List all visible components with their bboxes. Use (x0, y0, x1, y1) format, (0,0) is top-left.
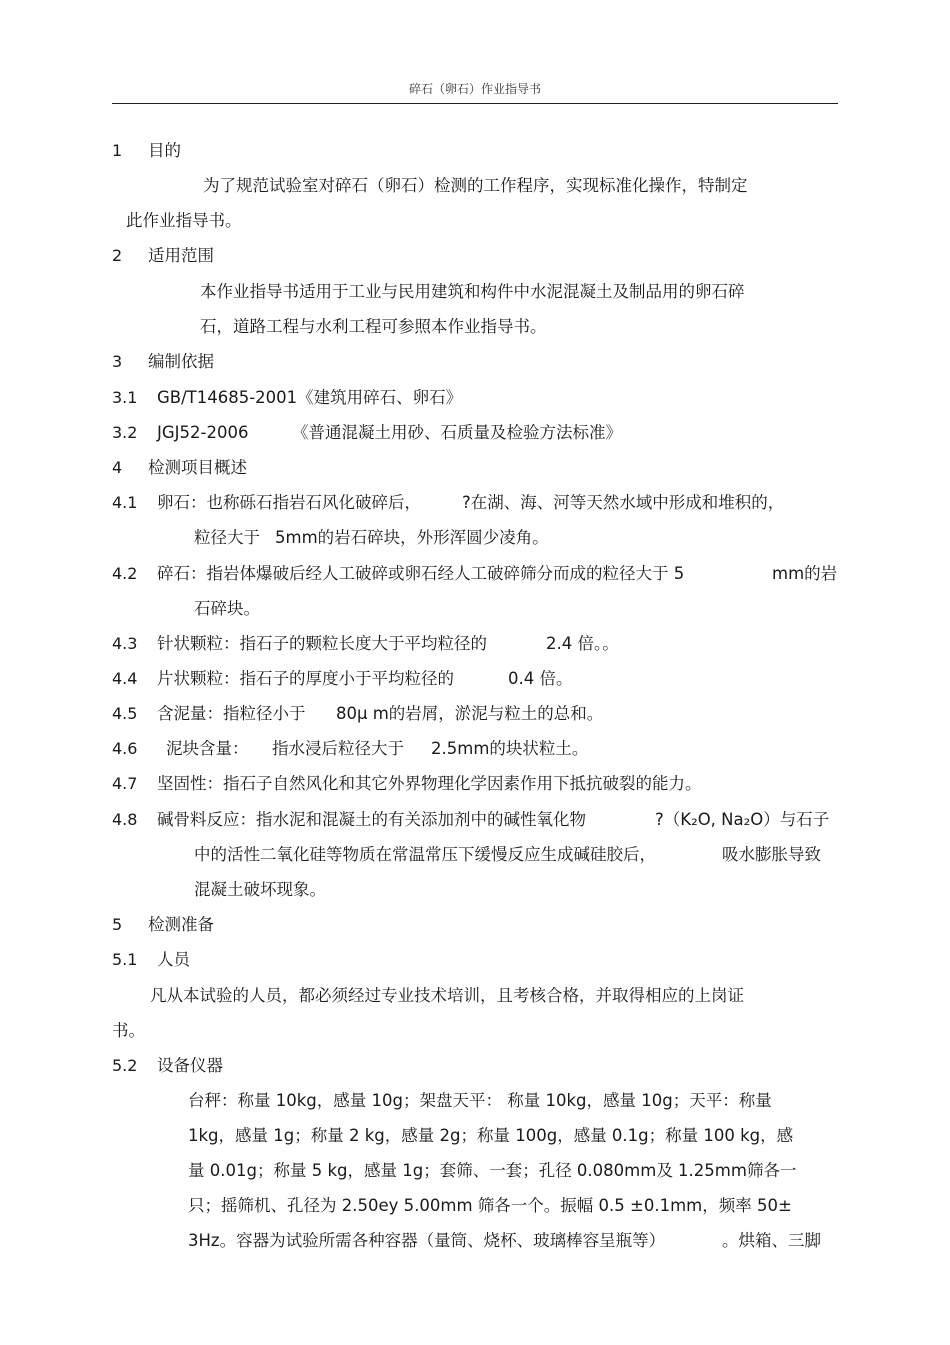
equipment-line-3: 量 0.01g；称量 5 kg，感量 1g；套筛、一套；孔径 0.080mm及 1.25mm筛各一 (188, 1161, 797, 1180)
header-rule (112, 103, 838, 104)
section-4-number: 4 (112, 458, 123, 477)
section-5-1-number: 5.1 (112, 950, 138, 969)
section-3-1-number: 3.1 (112, 388, 138, 407)
section-5-2-title: 设备仪器 (157, 1056, 223, 1075)
section-4-3-number: 4.3 (112, 634, 138, 653)
section-4-4-text-a: 片状颗粒：指石子的厚度小于平均粒径的 (157, 669, 454, 688)
section-5-1-paragraph-line1: 凡从本试验的人员，都必须经过专业技术培训，且考核合格，并取得相应的上岗证 (150, 986, 744, 1005)
section-4-6-text-a: 泥块含量： (166, 739, 249, 758)
section-4-8-text-e: 混凝土破坏现象。 (194, 880, 326, 899)
section-4-7-text: 坚固性：指石子自然风化和其它外界物理化学因素作用下抵抗破裂的能力。 (157, 774, 702, 793)
section-4-6-number: 4.6 (112, 739, 138, 758)
equipment-line-2: 1kg，感量 1g；称量 2 kg，感量 2g；称量 100g，感量 0.1g；称量 100 kg，感 (188, 1126, 794, 1145)
section-3-2-number: 3.2 (112, 423, 138, 442)
section-2-paragraph-line1: 本作业指导书适用于工业与民用建筑和构件中水泥混凝土及制品用的卵石碎 (200, 282, 745, 301)
section-5-2-number: 5.2 (112, 1056, 138, 1075)
section-4-6-text-c: 2.5mm的块状粒土。 (431, 739, 589, 758)
section-4-3-text-b: 2.4 倍。。 (546, 634, 619, 653)
section-4-4-text-b: 0.4 倍。 (508, 669, 573, 688)
equipment-line-5a: 3Hz。容器为试验所需各种容器（量筒、烧杯、玻璃棒容呈瓶等） (188, 1231, 666, 1250)
section-1-number: 1 (112, 141, 123, 160)
section-4-1-text-b: ?在湖、海、河等天然水域中形成和堆积的， (462, 493, 785, 512)
section-4-3-text-a: 针状颗粒：指石子的颗粒长度大于平均粒径的 (157, 634, 487, 653)
section-1-title: 目的 (148, 141, 181, 160)
section-5-number: 5 (112, 915, 123, 934)
section-2-title: 适用范围 (148, 246, 214, 265)
section-4-5-text-b: 80μ m的岩屑，淤泥与粒土的总和。 (336, 704, 604, 723)
section-4-title: 检测项目概述 (148, 458, 247, 477)
section-4-2-number: 4.2 (112, 564, 138, 583)
section-4-1-number: 4.1 (112, 493, 138, 512)
section-4-2-text-c: 石碎块。 (194, 599, 260, 618)
section-1-paragraph-line1: 为了规范试验室对碎石（卵石）检测的工作程序，实现标准化操作，特制定 (203, 176, 748, 195)
section-4-8-text-b: ?（K₂O, Na₂O）与石子 (655, 810, 830, 829)
section-4-4-number: 4.4 (112, 669, 138, 688)
equipment-line-1: 台秤：称量 10kg，感量 10g；架盘天平： 称量 10kg，感量 10g；天平：称量 (188, 1091, 772, 1110)
page-header-title: 碎石（卵石）作业指导书 (408, 82, 541, 96)
section-4-7-number: 4.7 (112, 774, 138, 793)
equipment-line-5b: 。烘箱、三脚 (722, 1231, 821, 1250)
section-4-2-text-b: mm的岩 (772, 564, 838, 583)
section-3-title: 编制依据 (148, 352, 214, 371)
section-4-2-text-a: 碎石：指岩体爆破后经人工破碎或卵石经人工破碎筛分而成的粒径大于 5 (157, 564, 685, 583)
section-4-5-number: 4.5 (112, 704, 138, 723)
section-3-1-text: GB/T14685-2001《建筑用碎石、卵石》 (157, 388, 463, 407)
section-4-8-text-d: 吸水膨胀导致 (722, 845, 821, 864)
section-1-paragraph-line2: 此作业指导书。 (126, 211, 242, 230)
section-5-1-paragraph-line2: 书。 (112, 1021, 145, 1040)
section-5-1-title: 人员 (157, 950, 190, 969)
section-5-title: 检测准备 (148, 915, 214, 934)
section-3-2-code: JGJ52-2006 (157, 423, 249, 442)
equipment-line-4: 只；摇筛机、孔径为 2.50ey 5.00mm 筛各一个。振幅 0.5 ±0.1mm，频率 50± (188, 1196, 792, 1215)
section-4-1-text-d: 5mm的岩石碎块，外形浑圆少凌角。 (275, 528, 549, 547)
section-4-1-text-a: 卵石：也称砾石指岩石风化破碎后， (157, 493, 421, 512)
section-4-8-text-c: 中的活性二氧化硅等物质在常温常压下缓慢反应生成碱硅胶后， (194, 845, 656, 864)
section-3-number: 3 (112, 352, 123, 371)
section-4-5-text-a: 含泥量：指粒径小于 (157, 704, 306, 723)
section-4-6-text-b: 指水浸后粒径大于 (272, 739, 404, 758)
section-2-number: 2 (112, 246, 123, 265)
section-2-paragraph-line2: 石，道路工程与水利工程可参照本作业指导书。 (200, 317, 547, 336)
section-3-2-text: 《普通混凝土用砂、石质量及检验方法标准》 (292, 423, 622, 442)
section-4-8-number: 4.8 (112, 810, 138, 829)
section-4-8-text-a: 碱骨料反应：指水泥和混凝土的有关添加剂中的碱性氧化物 (157, 810, 586, 829)
section-4-1-text-c: 粒径大于 (194, 528, 260, 547)
